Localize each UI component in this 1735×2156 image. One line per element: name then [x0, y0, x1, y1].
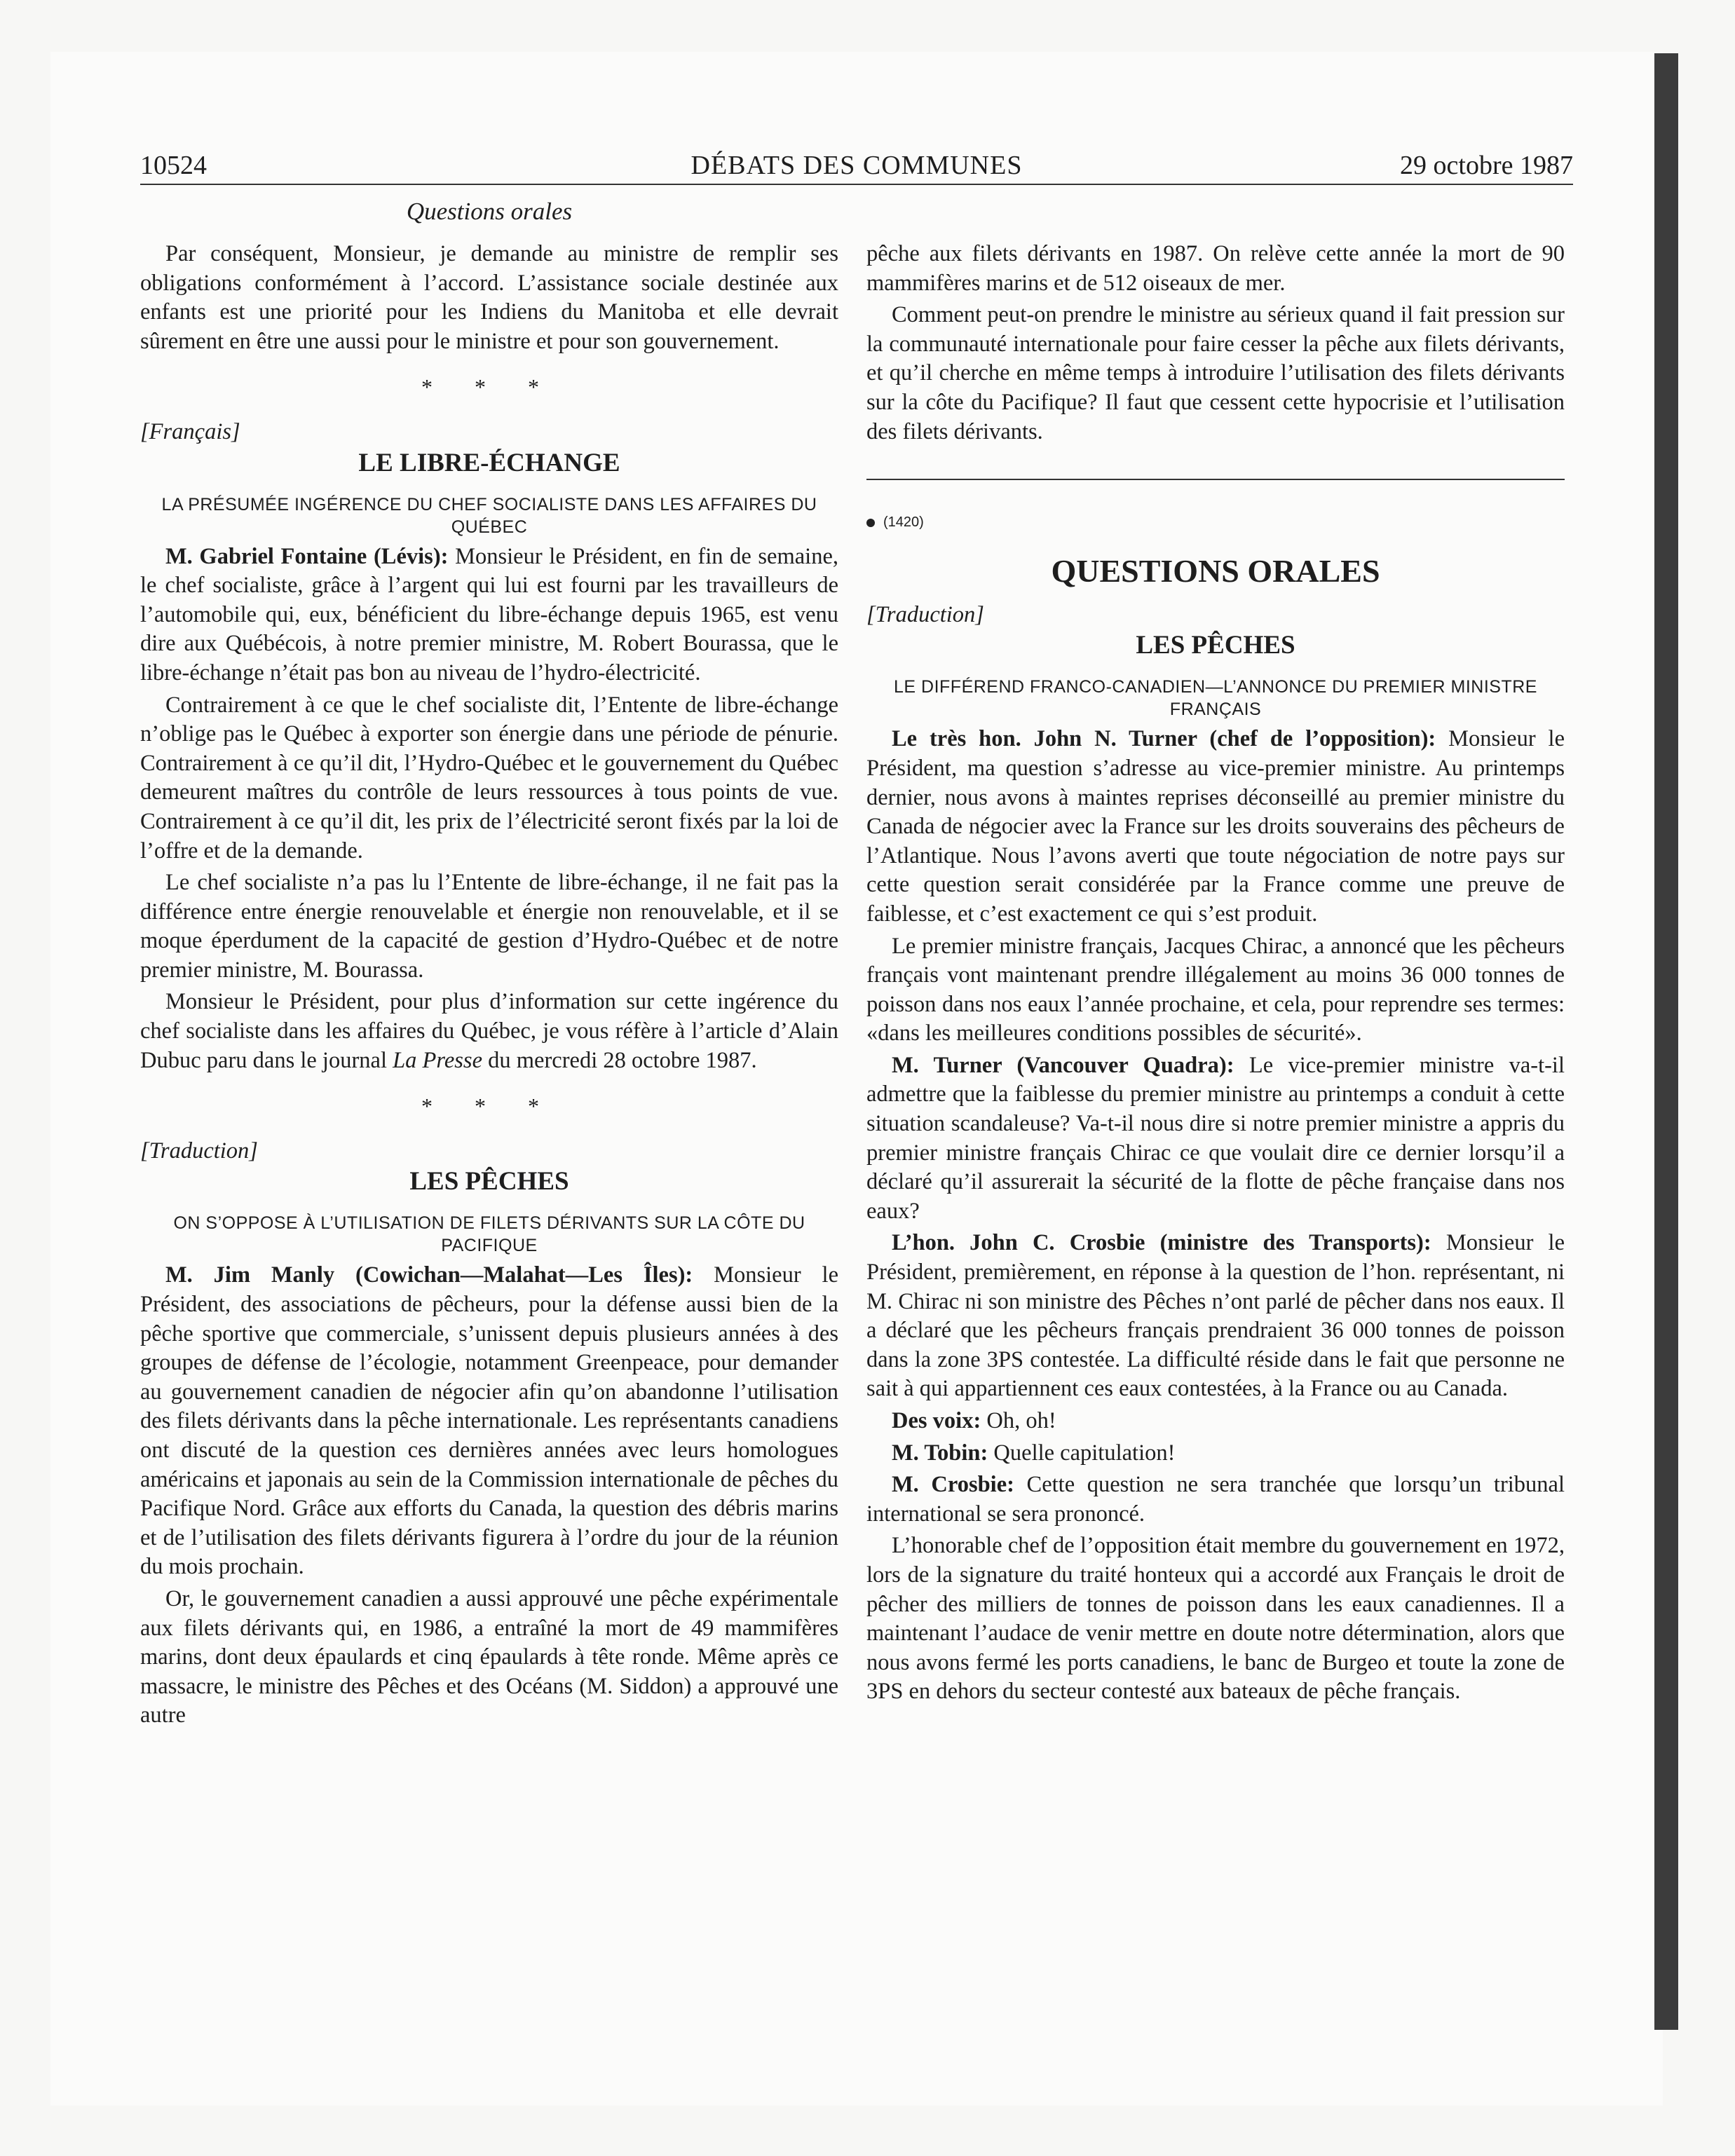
speech-text: Quelle capitulation!: [988, 1440, 1176, 1466]
speaker-name: Le très hon. John N. Turner (chef de l’opposition):: [892, 726, 1436, 752]
section-rule: [866, 479, 1565, 480]
paragraph-text: Monsieur le Président, pour plus d’information sur cette ingérence du chef socialiste dans les affaires du Québec, je vous réfère à l’article d’Alain Dubuc paru dans le journal: [140, 989, 838, 1073]
section-separator: * * *: [421, 1093, 557, 1119]
speech-paragraph: [866, 1471, 1565, 1529]
paragraph: [140, 988, 838, 1075]
page-date: 29 octobre 1987: [1400, 151, 1573, 180]
section-subtitle: ON S’OPPOSE À L’UTILISATION DE FILETS DÉRIVANTS SUR LA CÔTE DU PACIFIQUE: [173, 1213, 805, 1256]
speech-paragraph: [140, 1261, 838, 1582]
speaker-name: M. Tobin:: [892, 1440, 988, 1466]
speech-paragraph: [866, 1407, 1565, 1436]
speech-text: Monsieur le Président, des associations de pêcheurs, pour la défense aussi bien de la pêche sportive que commerciale, s’unissent depuis plusieurs années à des groupes de défense de l’écologie, notamment Greenpeace, pour demander au gouvernement canadien de négocier afin qu’on abandonne l’utilisation des filets dérivants dans la pêche internationale. Les représentants canadiens ont discuté de la question ces dernières années avec leurs homologues américains et japonais au sein de la Commission internationale de pêches du Pacifique Nord. Grâce aux efforts du Canada, la question des débris marins et de l’utilisation des filets dérivants figurera à l’ordre du jour de la réunion du mois prochain.: [140, 1262, 838, 1580]
section-subtitle: LE DIFFÉREND FRANCO-CANADIEN—L’ANNONCE DU PREMIER MINISTRE FRANÇAIS: [894, 677, 1537, 720]
right-column: [866, 196, 1565, 1710]
language-tag: [Traduction]: [140, 1138, 258, 1164]
publication-title: DÉBATS DES COMMUNES: [690, 151, 1023, 180]
section-separator: * * *: [421, 374, 557, 400]
speech-paragraph: [866, 725, 1565, 929]
section-title: LES PÊCHES: [1136, 631, 1295, 660]
spacer: [866, 196, 1565, 240]
speech-paragraph: [866, 1439, 1565, 1468]
speech-text: Monsieur le Président, premièrement, en réponse à la question de l’hon. représentant, ni M. Chirac ni son ministre des Pêches n’ont parlé de pêcher dans nos eaux. Il a déclaré que les pêcheurs français prendraient 36 000 tonnes de poisson dans la zone 3PS contestée. La difficulté réside dans le fait que personne ne sait à qui appartiennent ces eaux contestées, à la France ou au Canada.: [866, 1230, 1565, 1402]
left-column: [140, 196, 838, 1733]
speech-text: Cette question ne sera tranchée que lorsqu’un tribunal international se sera prononcé.: [866, 1472, 1565, 1527]
paragraph: Or, le gouvernement canadien a aussi approuvé une pêche expérimentale aux filets dérivants qui, en 1986, a entraîné la mort de 49 mammifères marins, dont deux épaulards et cinq épaulards à tête ronde. Même après ce massacre, le ministre des Pêches et des Océans (M. Siddon) a approuvé une autre: [140, 1585, 838, 1728]
paragraph: Comment peut-on prendre le ministre au sérieux quand il fait pression sur la communauté internationale pour faire cesser la pêche aux filets dérivants, et qu’il cherche en même temps à introduire l’utilisation des filets dérivants sur la côte du Pacifique? Il faut que cessent cette hypocrisie et l’utilisation des filets dérivants.: [866, 302, 1565, 444]
speech-paragraph: [140, 543, 838, 688]
paragraph: Le chef socialiste n’a pas lu l’Entente de libre-échange, il ne fait pas la différence entre énergie renouvelable et énergie non renouvelable, et il se moque éperdument de la capacité de gestion d’Hydro-Québec et de notre premier ministre, M. Bourassa.: [140, 870, 838, 983]
timestamp: [866, 508, 1565, 538]
paragraph-text: du mercredi 28 octobre 1987.: [482, 1047, 757, 1073]
speech-text: Oh, oh!: [981, 1408, 1056, 1433]
speaker-name: M. Jim Manly (Cowichan—Malahat—Les Îles):: [165, 1262, 693, 1288]
section-title: LE LIBRE-ÉCHANGE: [358, 448, 620, 477]
speaker-name: Des voix:: [892, 1408, 981, 1433]
page-number: 10524: [140, 151, 207, 180]
timestamp-text: (1420): [883, 514, 924, 531]
speaker-name: M. Crosbie:: [892, 1472, 1014, 1498]
speaker-name: M. Turner (Vancouver Quadra):: [892, 1052, 1234, 1078]
bullet-icon: [866, 519, 875, 527]
language-tag: [Traduction]: [866, 601, 984, 627]
paragraph: L’honorable chef de l’opposition était membre du gouvernement en 1972, lors de la signature du traité honteux qui a accordé aux Français le droit de pêcher des milliers de tonnes de poisson dans les eaux canadiennes. Il a maintenant l’audace de venir mettre en doute notre détermination, alors que nous avons fermé les ports canadiens, le banc de Burgeo et toute la zone de 3PS en dehors du secteur contesté aux bateaux de pêche français.: [866, 1533, 1565, 1705]
section-subtitle: LA PRÉSUMÉE INGÉRENCE DU CHEF SOCIALISTE DANS LES AFFAIRES DU QUÉBEC: [161, 494, 817, 537]
speech-text: Le vice-premier ministre va-t-il admettre que la faiblesse du premier ministre au printemps a conduit à cette situation scandaleuse? Va-t-il nous dire si notre premier ministre a appris du premier ministre français Chirac ce que voulait dire ce dernier lorsqu’il a déclaré qu’il assurerait la sécurité de la flotte de pêche française dans nos eaux?: [866, 1052, 1565, 1224]
speech-paragraph: [866, 1051, 1565, 1227]
paragraph: Contrairement à ce que le chef socialiste dit, l’Entente de libre-échange n’oblige pas le Québec à exporter son énergie dans une période de pénurie. Contrairement à ce qu’il dit, l’Hydro-Québec et le gouvernement du Québec demeurent maîtres du contrôle de leurs ressources à tous points de vue. Contrairement à ce qu’il dit, les prix de l’électricité seront fixés par la loi de l’offre et de la demande.: [140, 692, 838, 864]
running-head: Questions orales: [406, 198, 573, 225]
header-rule: [140, 184, 1573, 185]
language-tag: [Français]: [140, 418, 240, 444]
section-title: LES PÊCHES: [409, 1167, 569, 1196]
main-title: QUESTIONS ORALES: [1051, 552, 1380, 589]
speech-paragraph: [866, 1229, 1565, 1404]
speech-text: Monsieur le Président, en fin de semaine, le chef socialiste, grâce à l’argent qui lui est fourni par les travailleurs de l’automobile qui, eux, bénéficient du libre-échange depuis 1965, est venu dire aux Québécois, à notre premier ministre, M. Robert Bourassa, que le libre-échange n’était pas bon au niveau de l’hydro-électricité.: [140, 543, 838, 685]
scan-edge-bar: [1654, 53, 1678, 2030]
paragraph: Par conséquent, Monsieur, je demande au ministre de remplir ses obligations conformément à l’accord. L’assistance sociale destinée aux enfants est une priorité pour les Indiens du Manitoba et elle devrait sûrement en être une aussi pour le ministre et pour son gouvernement.: [140, 241, 838, 354]
paragraph: Le premier ministre français, Jacques Chirac, a annoncé que les pêcheurs français vont maintenant prendre illégalement au moins 36 000 tonnes de poisson dans nos eaux l’année prochaine, et cela, pour reprendre ses termes: «dans les meilleures conditions possibles de sécurité».: [866, 933, 1565, 1046]
newspaper-name: La Presse: [393, 1047, 482, 1073]
paragraph: pêche aux filets dérivants en 1987. On relève cette année la mort de 90 mammifères marins et de 512 oiseaux de mer.: [866, 241, 1565, 296]
page-header: [140, 147, 1573, 184]
speech-text: Monsieur le Président, ma question s’adresse au vice-premier ministre. Au printemps dernier, nous avons à maintes reprises déconseillé au premier ministre du Canada de négocier avec la France sur les droits souverains des pêcheurs de l’Atlantique. Nous l’avons averti que toute négociation de notre pays sur cette question serait considérée par la France comme une preuve de faiblesse, et c’est exactement ce qui s’est produit.: [866, 726, 1565, 927]
speaker-name: M. Gabriel Fontaine (Lévis):: [165, 543, 449, 569]
speaker-name: L’hon. John C. Crosbie (ministre des Transports):: [892, 1230, 1431, 1256]
